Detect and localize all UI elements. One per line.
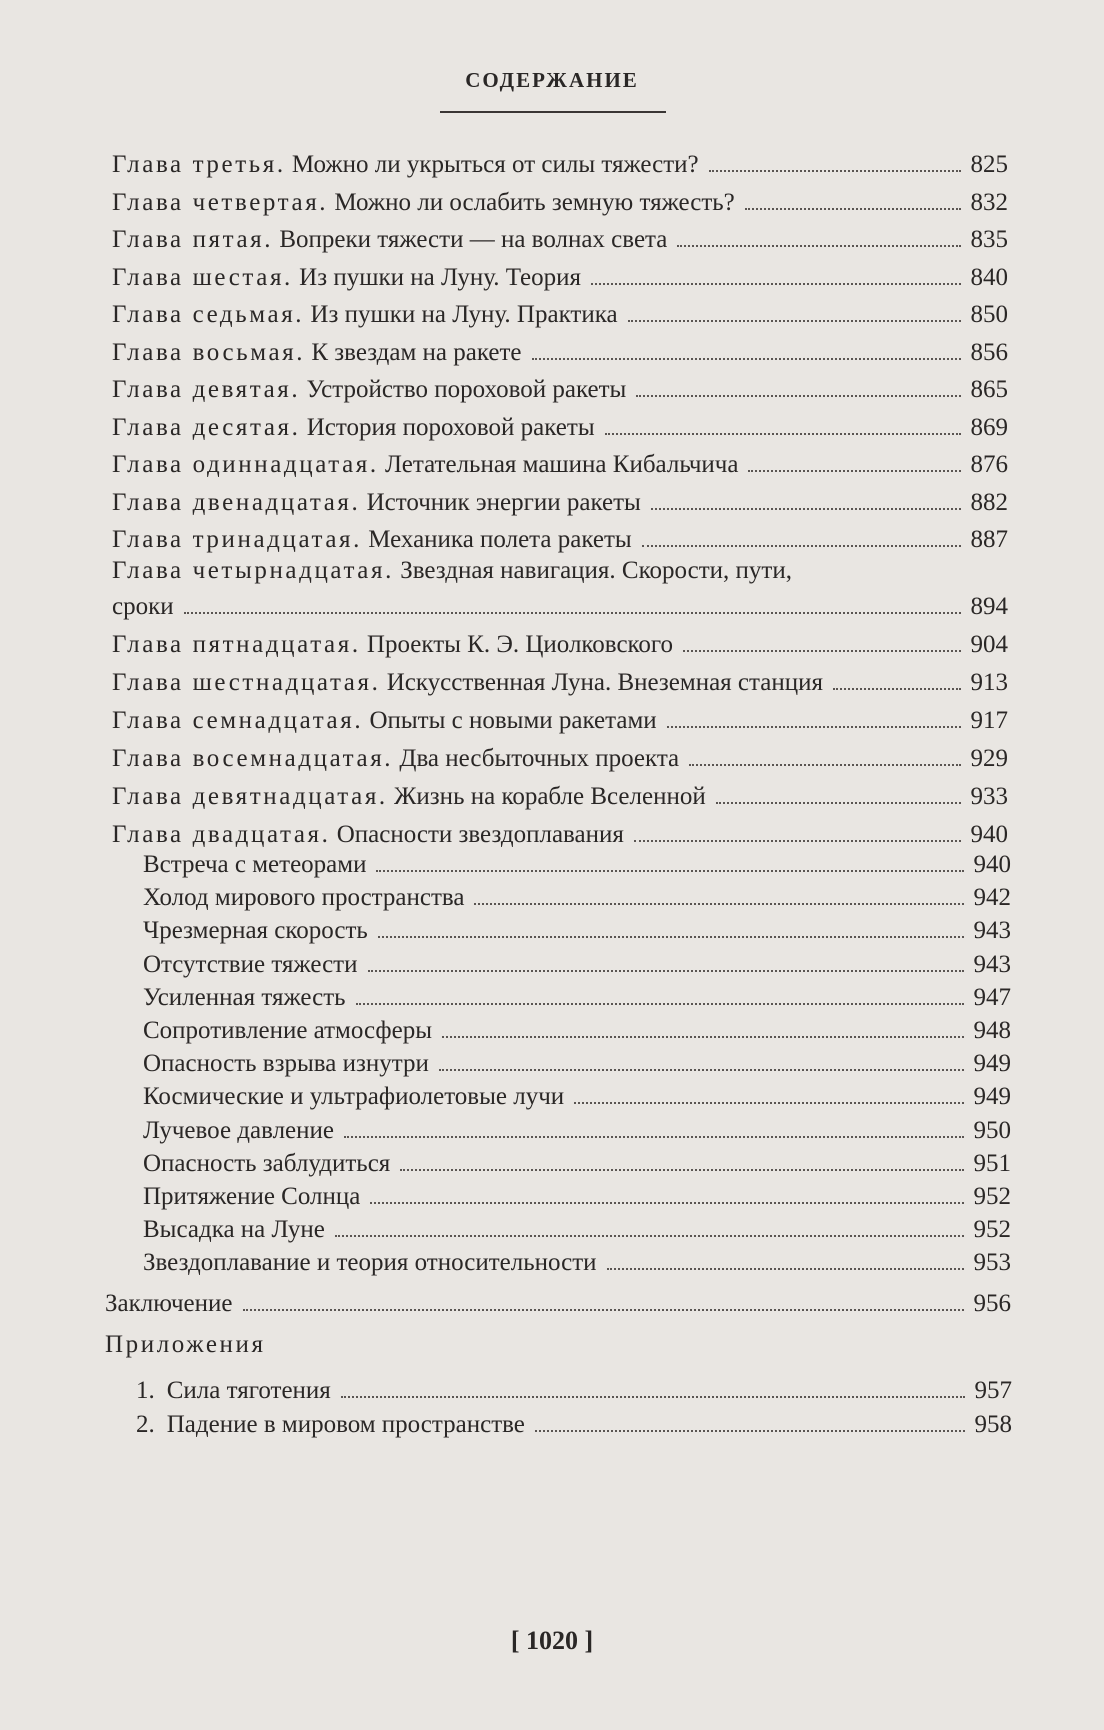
toc-entry xyxy=(112,662,1008,698)
entry-title xyxy=(112,300,618,330)
chapter-lead: Глава девятнадцатая. xyxy=(112,783,388,810)
page-number: 869 xyxy=(970,413,1008,441)
leader-dots xyxy=(341,1396,965,1398)
leader-dots xyxy=(634,840,961,842)
entry-title xyxy=(143,1049,429,1079)
toc-entry xyxy=(143,977,1011,1013)
page-number: 942 xyxy=(973,884,1011,912)
page-number: 943 xyxy=(973,917,1011,945)
page-number: 929 xyxy=(970,745,1008,772)
chapter-lead: Глава семнадцатая. xyxy=(112,707,364,734)
chapter-lead: Глава восьмая. xyxy=(112,338,306,366)
toc-entry xyxy=(112,444,1008,480)
leader-dots xyxy=(370,1202,963,1204)
leader-dots xyxy=(376,870,963,872)
chapter-lead: Глава тринадцатая. xyxy=(112,526,362,553)
entry-title xyxy=(112,488,641,518)
chapter-title-line1: Звездная навигация. Скорости, пути, xyxy=(400,557,792,584)
leader-dots xyxy=(474,903,963,905)
chapter-lead: Глава шестая. xyxy=(112,263,293,291)
entry-title xyxy=(143,1016,432,1046)
chapter-title: Можно ли ослабить земную тяжесть? xyxy=(334,188,735,216)
entry-title xyxy=(143,983,346,1013)
entry-title xyxy=(143,1215,325,1245)
chapter-title: Опасности звездоплавания xyxy=(336,821,624,848)
entry-title xyxy=(112,782,706,812)
subsection-title: Холод мирового пространства xyxy=(143,884,465,912)
leader-dots xyxy=(667,726,961,728)
chapter-lead: Глава шестнадцатая. xyxy=(112,669,381,696)
page-header: СОДЕРЖАНИЕ xyxy=(465,68,639,92)
chapter-title: Два несбыточных проекта xyxy=(399,745,680,772)
entry-title xyxy=(112,150,699,180)
page-number: 958 xyxy=(974,1411,1012,1438)
page-number: 952 xyxy=(973,1183,1011,1210)
entry-title xyxy=(143,1149,390,1179)
appendix-number: 2. xyxy=(136,1411,155,1438)
leader-dots xyxy=(833,688,961,690)
subsection-title: Опасность взрыва изнутри xyxy=(143,1050,429,1078)
toc-entry xyxy=(112,294,1008,330)
page-number: 956 xyxy=(973,1290,1011,1317)
entry-title xyxy=(112,338,522,368)
appendix-title: Падение в мировом пространстве xyxy=(166,1411,525,1438)
entry-title xyxy=(143,1082,564,1112)
page-number: 953 xyxy=(973,1249,1011,1277)
leader-dots xyxy=(689,764,960,766)
leader-dots xyxy=(243,1309,964,1311)
subsection-title: Звездоплавание и теория относительности xyxy=(143,1249,597,1277)
toc-entry xyxy=(112,407,1008,443)
chapter-title: Источник энергии ракеты xyxy=(366,488,641,516)
chapter-lead: Глава третья. xyxy=(112,151,286,178)
page-number: 948 xyxy=(973,1017,1011,1044)
leader-dots xyxy=(368,970,964,972)
chapter-lead: Глава одиннадцатая. xyxy=(112,451,379,478)
chapter-lead: Глава четвертая. xyxy=(112,188,329,216)
toc-entry xyxy=(112,369,1008,405)
entry-title xyxy=(143,916,368,946)
page-number: 949 xyxy=(973,1083,1011,1111)
page-number: 913 xyxy=(970,669,1008,696)
chapter-title-line2: сроки xyxy=(112,593,174,620)
toc-entry xyxy=(136,1404,1012,1440)
leader-dots xyxy=(709,170,961,172)
toc-entry xyxy=(112,776,1008,812)
chapter-title: Можно ли укрыться от силы тяжести? xyxy=(291,151,699,178)
leader-dots xyxy=(748,470,960,472)
entry-title xyxy=(112,188,735,218)
chapter-lead: Глава двадцатая. xyxy=(112,821,331,848)
entry-title xyxy=(112,525,632,555)
subsection-title: Лучевое давление xyxy=(143,1116,335,1144)
entry-title xyxy=(136,1410,525,1440)
chapter-lead: Глава седьмая. xyxy=(112,301,305,328)
page-number: 850 xyxy=(970,301,1008,328)
toc-entry xyxy=(112,624,1008,660)
leader-dots xyxy=(628,320,961,322)
chapter-title: История пороховой ракеты xyxy=(306,413,595,441)
toc-entry xyxy=(143,844,1011,880)
leader-dots xyxy=(642,545,961,547)
leader-dots xyxy=(591,283,961,285)
entry-title xyxy=(143,1182,360,1212)
appendices-heading: Приложения xyxy=(105,1331,266,1358)
chapter-title: Летательная машина Кибальчича xyxy=(384,451,739,478)
toc-entry xyxy=(143,1043,1011,1079)
toc-entry xyxy=(112,482,1008,518)
page-number: 952 xyxy=(973,1216,1011,1244)
leader-dots xyxy=(607,1268,964,1270)
chapter-title: Проекты К. Э. Циолковского xyxy=(366,631,674,658)
toc-entry xyxy=(112,257,1008,293)
subsection-title: Чрезмерная скорость xyxy=(143,917,368,945)
page-number: 950 xyxy=(973,1116,1011,1144)
toc-entry xyxy=(143,1176,1011,1212)
chapter-title: Искусственная Луна. Внеземная станция xyxy=(386,669,823,696)
chapter-lead: Глава десятая. xyxy=(112,413,301,441)
toc-entry xyxy=(112,182,1008,218)
chapter-title: Жизнь на корабле Вселенной xyxy=(394,783,706,810)
leader-dots xyxy=(335,1235,964,1237)
entry-title xyxy=(112,263,581,293)
page-number: 949 xyxy=(973,1050,1011,1078)
subsection-title: Усиленная тяжесть xyxy=(143,983,346,1011)
entry-title xyxy=(112,744,679,774)
page-number: 876 xyxy=(970,451,1008,478)
leader-dots xyxy=(400,1169,963,1171)
page-number: 917 xyxy=(970,707,1008,734)
entry-title xyxy=(143,1116,334,1146)
page-number: 940 xyxy=(970,821,1008,848)
page-number: 856 xyxy=(970,338,1008,366)
leader-dots xyxy=(439,1069,964,1071)
leader-dots xyxy=(745,208,961,210)
leader-dots xyxy=(677,245,960,247)
toc-entry xyxy=(143,910,1011,946)
page-number: 957 xyxy=(974,1377,1012,1404)
subsection-title: Космические и ультрафиолетовые лучи xyxy=(143,1083,565,1111)
page-number: 951 xyxy=(973,1149,1011,1177)
toc-entry-conclusion xyxy=(105,1283,1011,1319)
chapter-lead: Глава пятнадцатая. xyxy=(112,631,361,658)
leader-dots xyxy=(605,433,961,435)
page-number: 887 xyxy=(970,526,1008,553)
chapter-title: К звездам на ракете xyxy=(311,338,522,366)
leader-dots xyxy=(184,612,961,614)
page-number: 904 xyxy=(970,631,1008,658)
page-number: 840 xyxy=(970,263,1008,291)
page-number-footer: [ 1020 ] xyxy=(510,1626,594,1655)
entry-title xyxy=(112,706,657,736)
leader-dots xyxy=(683,650,960,652)
chapter-title: Из пушки на Луну. Практика xyxy=(310,301,618,328)
subsection-title: Опасность заблудиться xyxy=(143,1149,391,1177)
subsection-title: Встреча с метеорами xyxy=(143,851,367,878)
chapter-lead: Глава девятая. xyxy=(112,376,301,403)
toc-entry xyxy=(143,1143,1011,1179)
toc-entry xyxy=(143,877,1011,913)
toc-entry xyxy=(143,1010,1011,1046)
page-number: 835 xyxy=(970,226,1008,253)
chapter-title: Опыты с новыми ракетами xyxy=(369,707,657,734)
page-number: 933 xyxy=(970,783,1008,810)
subsection-title: Притяжение Солнца xyxy=(143,1183,361,1210)
chapter-lead: Глава двенадцатая. xyxy=(112,488,361,516)
toc-entry xyxy=(143,944,1011,980)
entry-title xyxy=(143,1248,597,1278)
chapter-lead: Глава пятая. xyxy=(112,226,274,253)
page-number: 825 xyxy=(970,151,1008,178)
leader-dots xyxy=(356,1003,964,1005)
page-number: 894 xyxy=(970,593,1008,620)
chapter-title: Устройство пороховой ракеты xyxy=(306,376,627,403)
entry-title xyxy=(143,850,366,880)
subsection-title: Сопротивление атмосферы xyxy=(143,1017,432,1044)
page-number: 865 xyxy=(970,376,1008,403)
chapter-title: Вопреки тяжести — на волнах света xyxy=(279,226,668,253)
toc-entry xyxy=(143,1110,1011,1146)
page-number: 832 xyxy=(970,188,1008,216)
chapter-lead: Глава восемнадцатая. xyxy=(112,745,394,772)
toc-entry xyxy=(112,700,1008,736)
page-number: 943 xyxy=(973,950,1011,978)
leader-dots xyxy=(442,1036,964,1038)
entry-title xyxy=(143,883,464,913)
leader-dots xyxy=(535,1430,965,1432)
leader-dots xyxy=(716,802,961,804)
entry-title: Заключение xyxy=(105,1290,233,1317)
entry-title xyxy=(112,668,823,698)
toc-entry xyxy=(112,519,1008,555)
toc-entry xyxy=(136,1370,1012,1406)
toc-entry xyxy=(143,1209,1011,1245)
subsection-title: Высадка на Луне xyxy=(143,1216,325,1244)
appendix-number: 1. xyxy=(136,1377,155,1404)
entry-title xyxy=(143,950,358,980)
toc-entry xyxy=(143,1242,1011,1278)
toc-entry xyxy=(143,1076,1011,1112)
leader-dots xyxy=(574,1102,963,1104)
leader-dots xyxy=(532,358,961,360)
chapter-title: Из пушки на Луну. Теория xyxy=(299,263,581,291)
leader-dots xyxy=(378,936,964,938)
toc-entry xyxy=(112,332,1008,368)
entry-title xyxy=(112,375,626,405)
page-number: 940 xyxy=(973,851,1011,878)
entry-title xyxy=(112,413,595,443)
toc-entry xyxy=(112,738,1008,774)
subsection-title: Отсутствие тяжести xyxy=(143,950,358,978)
toc-entry xyxy=(112,219,1008,255)
leader-dots xyxy=(651,508,961,510)
appendix-title: Сила тяготения xyxy=(166,1377,331,1404)
leader-dots xyxy=(636,395,960,397)
entry-title xyxy=(136,1376,331,1406)
header-rule xyxy=(440,111,666,113)
entry-title xyxy=(112,450,738,480)
chapter-lead: Глава четырнадцатая. xyxy=(112,557,394,584)
entry-title xyxy=(112,225,667,255)
leader-dots xyxy=(344,1136,963,1138)
page-number: 947 xyxy=(973,983,1011,1011)
entry-title xyxy=(112,630,673,660)
toc-entry xyxy=(112,144,1008,180)
chapter-title: Механика полета ракеты xyxy=(368,526,632,553)
page-number: 882 xyxy=(970,488,1008,516)
